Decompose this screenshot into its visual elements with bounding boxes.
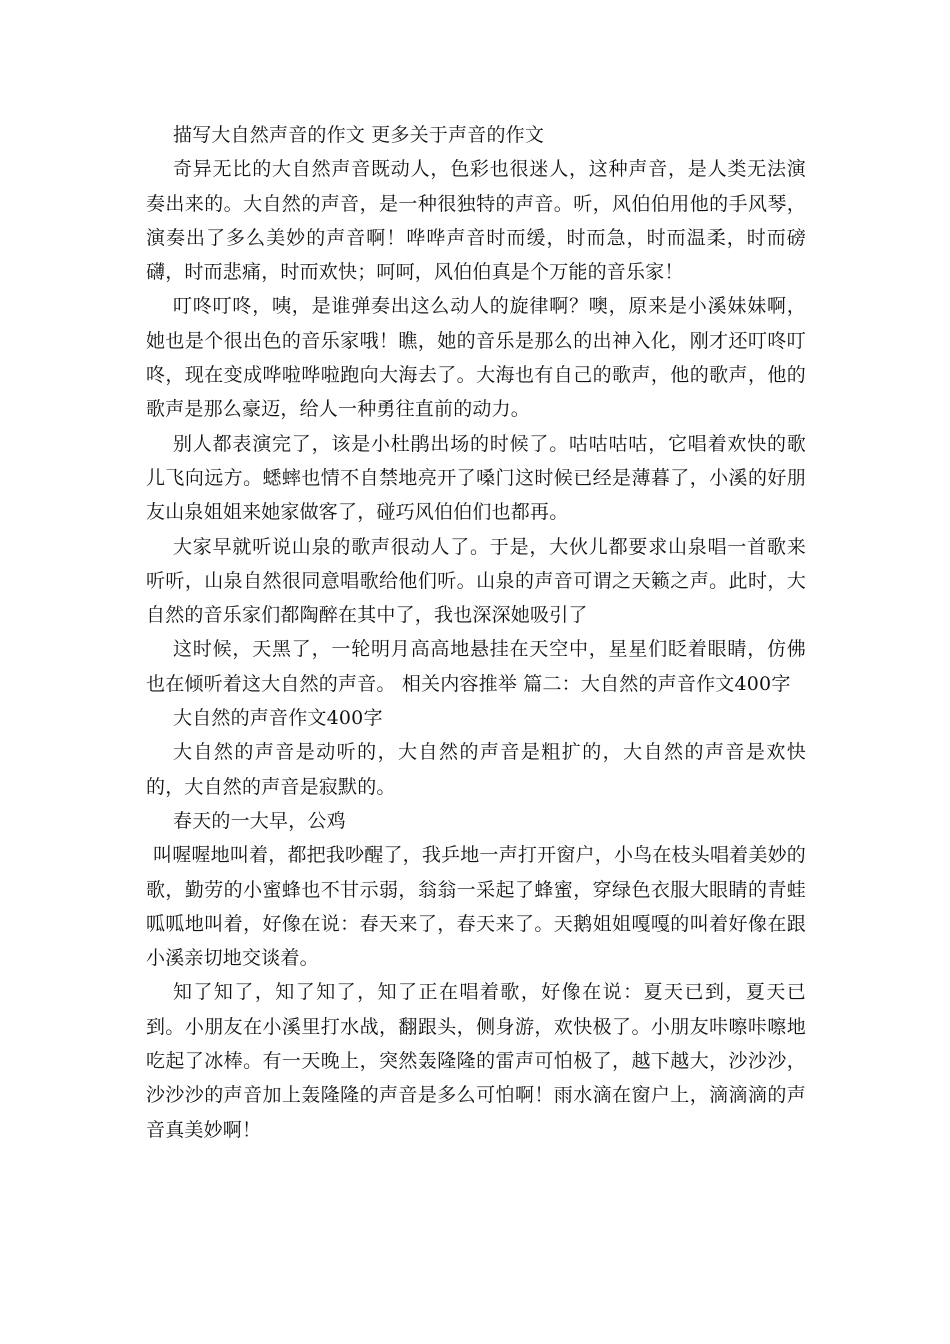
document-body (146, 118, 806, 1147)
paragraph-intro: 大自然的声音是动听的，大自然的声音是粗扩的，大自然的声音是欢快的，大自然的声音是寂默的。 (146, 741, 806, 798)
paragraph-wind: 奇异无比的大自然声音既动人，色彩也很迷人，这种声音，是人类无法演奏出来的。大自然的声音，是一种很独特的声音。听，风伯伯用他的手风琴，演奏出了多么美妙的声音啊！哗哗声音时而缓，时而急，时而温柔，时而磅礴，时而悲痛，时而欢快；呵呵，风伯伯真是个万能的音乐家！ (146, 158, 806, 284)
paragraph-spring: 叫喔喔地叫着，都把我吵醒了，我乒地一声打开窗户，小鸟在枝头唱着美妙的歌，勤劳的小蜜蜂也不甘示弱，翁翁一采起了蜂蜜，穿绿色衣服大眼睛的青蛙呱呱地叫着，好像在说：春天来了，春天来了。天鹅姐姐嘎嘎的叫着好像在跟小溪亲切地交谈着。 (146, 844, 806, 970)
paragraph-night: 这时候，天黑了，一轮明月高高地悬挂在天空中，星星们眨着眼睛，仿佛也在倾听着这大自然的声音。 相关内容推举 篇二：大自然的声音作文400字 (146, 638, 806, 695)
paragraph-stream: 叮咚叮咚，咦，是谁弹奏出这么动人的旋律啊？噢，原来是小溪妹妹啊，她也是个很出色的音乐家哦！瞧，她的音乐是那么的出神入化，刚才还叮咚叮咚，现在变成哗啦哗啦跑向大海去了。大海也有自己的歌声，他的歌声，他的歌声是那么豪迈，给人一种勇往直前的动力。 (146, 295, 806, 421)
document-title-line: 描写大自然声音的作文 更多关于声音的作文 (173, 124, 545, 146)
paragraph-summer: 知了知了，知了知了，知了正在唱着歌，好像在说：夏天已到，夏天已到。小朋友在小溪里打水战，翻跟头，侧身游，欢快极了。小朋友咔嚓咔嚓地吃起了冰棒。有一天晚上，突然轰隆隆的雷声可怕极了，越下越大，沙沙沙，沙沙沙的声音加上轰隆隆的声音是多么可怕啊！雨水滴在窗户上，滴滴滴的声音真美妙啊！ (146, 981, 806, 1141)
paragraph-spring-water: 大家早就听说山泉的歌声很动人了。于是，大伙儿都要求山泉唱一首歌来听听，山泉自然很同意唱歌给他们听。山泉的声音可谓之天籁之声。此时，大自然的音乐家们都陶醉在其中了，我也深深她吸引了 (146, 535, 806, 627)
paragraph-spring-start: 春天的一大早，公鸡 (173, 809, 346, 832)
paragraph-cuckoo: 别人都表演完了，该是小杜鹃出场的时候了。咕咕咕咕，它唱着欢快的歌儿飞向远方。蟋蟀也情不自禁地亮开了嗓门这时候已经是薄暮了，小溪的好朋友山泉姐姐来她家做客了，碰巧风伯伯们也都再。 (146, 432, 806, 524)
section-heading: 大自然的声音作文400字 (173, 707, 383, 730)
